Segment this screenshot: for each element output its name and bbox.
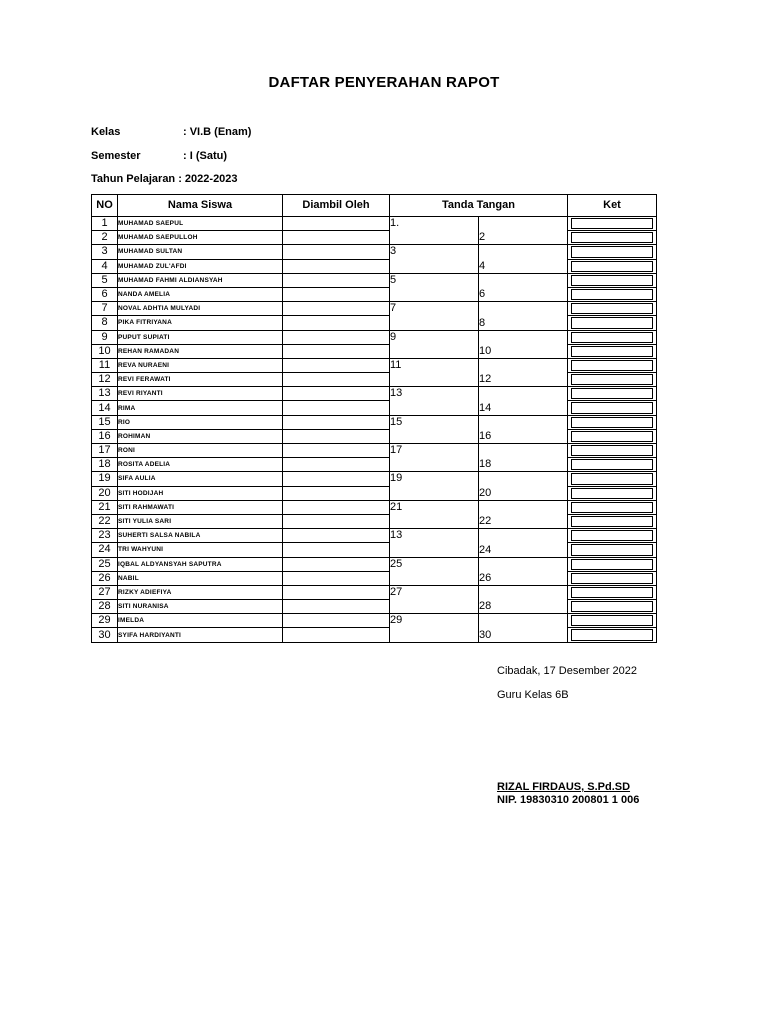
teacher-name: RIZAL FIRDAUS, S.Pd.SD [497,781,631,793]
row-number: 26 [92,571,118,585]
row-number: 23 [92,529,118,543]
header-no: NO [92,195,118,217]
table-row [92,245,657,259]
ket-box [571,573,653,584]
signature-cell-left: 3 [390,245,479,273]
ket-box [571,530,653,541]
student-name: IQBAL ALDYANSYAH SAPUTRA [118,557,283,571]
student-name: RIZKY ADIEFIYA [118,585,283,599]
row-number: 12 [92,373,118,387]
ket-box [571,232,653,243]
ket-cell [568,458,657,472]
diambil-oleh-cell [283,373,390,387]
diambil-oleh-cell [283,628,390,642]
ket-box [571,473,653,484]
diambil-oleh-cell [283,458,390,472]
student-name: MUHAMAD FAHMI ALDIANSYAH [118,273,283,287]
ket-box [571,332,653,343]
tahun-pelajaran: Tahun Pelajaran : 2022-2023 [91,173,238,185]
signature-cell-left: 19 [390,472,479,500]
ket-box [571,431,653,442]
teacher-nip: NIP. 19830310 200801 1 006 [497,794,640,806]
table-row [92,358,657,372]
ket-cell [568,373,657,387]
ket-box [571,374,653,385]
diambil-oleh-cell [283,472,390,486]
ket-box [571,346,653,357]
ket-cell [568,259,657,273]
student-name: REVA NURAENI [118,358,283,372]
row-number: 8 [92,316,118,330]
ket-cell [568,287,657,301]
row-number: 5 [92,273,118,287]
ket-box [571,289,653,300]
student-name: PUPUT SUPIATI [118,330,283,344]
student-name: MUHAMAD SAEPULLOH [118,231,283,245]
ket-cell [568,585,657,599]
student-name: RIO [118,415,283,429]
diambil-oleh-cell [283,387,390,401]
ket-box [571,587,653,598]
ket-cell [568,217,657,231]
header-ket: Ket [568,195,657,217]
table-row [92,287,657,301]
diambil-oleh-cell [283,529,390,543]
ket-cell [568,486,657,500]
table-row [92,529,657,543]
ket-cell [568,543,657,557]
row-number: 29 [92,614,118,628]
table-row [92,373,657,387]
signature-cell-right: 10 [479,330,568,358]
ket-cell [568,245,657,259]
signature-cell-left: 15 [390,415,479,443]
student-name: PIKA FITRIYANA [118,316,283,330]
row-number: 28 [92,600,118,614]
table-row [92,458,657,472]
ket-cell [568,557,657,571]
table-row [92,585,657,599]
ket-cell [568,444,657,458]
ket-box [571,516,653,527]
ket-cell [568,316,657,330]
signature-cell-left: 13 [390,529,479,557]
signature-cell-left: 27 [390,585,479,613]
ket-box [571,559,653,570]
ket-cell [568,358,657,372]
ket-box [571,218,653,229]
table-row [92,514,657,528]
student-name: ROHIMAN [118,429,283,443]
row-number: 27 [92,585,118,599]
student-name: REVI RIYANTI [118,387,283,401]
row-number: 11 [92,358,118,372]
diambil-oleh-cell [283,444,390,458]
table-row [92,401,657,415]
student-name: SUHERTI SALSA NABILA [118,529,283,543]
student-name: TRI WAHYUNI [118,543,283,557]
diambil-oleh-cell [283,330,390,344]
signature-cell-right: 28 [479,585,568,613]
signature-cell-left: 29 [390,614,479,642]
row-number: 13 [92,387,118,401]
row-number: 2 [92,231,118,245]
table-row [92,614,657,628]
diambil-oleh-cell [283,500,390,514]
row-number: 20 [92,486,118,500]
diambil-oleh-cell [283,302,390,316]
signature-cell-left: 25 [390,557,479,585]
signature-cell-right: 16 [479,415,568,443]
table-row [92,628,657,642]
signature-cell-left: 5 [390,273,479,301]
diambil-oleh-cell [283,571,390,585]
diambil-oleh-cell [283,401,390,415]
signature-cell-right: 30 [479,614,568,642]
ket-box [571,388,653,399]
ket-box [571,544,653,555]
table-header-row [92,195,657,217]
signature-cell-left: 17 [390,444,479,472]
table-row [92,571,657,585]
signature-cell-right: 18 [479,444,568,472]
signature-cell-right: 26 [479,557,568,585]
signature-cell-left: 7 [390,302,479,330]
student-name: RONI [118,444,283,458]
kelas-line [91,126,251,138]
row-number: 19 [92,472,118,486]
signature-cell-right: 8 [479,302,568,330]
row-number: 3 [92,245,118,259]
diambil-oleh-cell [283,543,390,557]
ket-box [571,615,653,626]
ket-cell [568,614,657,628]
table-row [92,217,657,231]
student-name: SITI NURANISA [118,600,283,614]
row-number: 9 [92,330,118,344]
place-date: Cibadak, 17 Desember 2022 [497,665,638,677]
student-name: SIFA AULIA [118,472,283,486]
page-title: DAFTAR PENYERAHAN RAPOT [268,74,500,91]
ket-cell [568,571,657,585]
student-name: REHAN RAMADAN [118,344,283,358]
diambil-oleh-cell [283,429,390,443]
ket-box [571,261,653,272]
ket-box [571,246,653,257]
row-number: 16 [92,429,118,443]
row-number: 6 [92,287,118,301]
diambil-oleh-cell [283,231,390,245]
kelas-value: : VI.B (Enam) [183,126,252,138]
signature-cell-left: 9 [390,330,479,358]
row-number: 14 [92,401,118,415]
table-row [92,259,657,273]
ket-cell [568,472,657,486]
ket-cell [568,628,657,642]
row-number: 17 [92,444,118,458]
student-name: SITI RAHMAWATI [118,500,283,514]
student-name: REVI FERAWATI [118,373,283,387]
diambil-oleh-cell [283,557,390,571]
roster-table [91,194,657,643]
diambil-oleh-cell [283,514,390,528]
table-row [92,600,657,614]
ket-box [571,445,653,456]
ket-cell [568,514,657,528]
ket-box [571,629,653,640]
semester-value: : I (Satu) [183,150,227,162]
student-name: IMELDA [118,614,283,628]
signature-cell-right: 2 [479,217,568,245]
diambil-oleh-cell [283,600,390,614]
row-number: 24 [92,543,118,557]
table-row [92,344,657,358]
signature-cell-left: 13 [390,387,479,415]
student-name: RIMA [118,401,283,415]
row-number: 15 [92,415,118,429]
table-row [92,500,657,514]
row-number: 4 [92,259,118,273]
signature-cell-left: 1. [390,217,479,245]
ket-cell [568,415,657,429]
row-number: 1 [92,217,118,231]
ket-cell [568,273,657,287]
ket-cell [568,429,657,443]
signature-cell-right: 14 [479,387,568,415]
kelas-label: Kelas [91,126,121,138]
student-name: MUHAMAD ZUL'AFDI [118,259,283,273]
table-row [92,557,657,571]
diambil-oleh-cell [283,259,390,273]
signature-cell-right: 22 [479,500,568,528]
diambil-oleh-cell [283,585,390,599]
student-name: NANDA AMELIA [118,287,283,301]
ket-cell [568,600,657,614]
teacher-role: Guru Kelas 6B [497,689,569,701]
ket-cell [568,387,657,401]
diambil-oleh-cell [283,344,390,358]
student-name: NABIL [118,571,283,585]
ket-box [571,303,653,314]
student-name: SITI HODIJAH [118,486,283,500]
ket-box [571,502,653,513]
table-row [92,330,657,344]
ket-box [571,459,653,470]
header-tanda-tangan: Tanda Tangan [390,195,568,217]
table-row [92,302,657,316]
student-name: MUHAMAD SAEPUL [118,217,283,231]
row-number: 21 [92,500,118,514]
row-number: 7 [92,302,118,316]
signature-cell-right: 24 [479,529,568,557]
signature-cell-right: 4 [479,245,568,273]
header-diambil-oleh: Diambil Oleh [283,195,390,217]
diambil-oleh-cell [283,316,390,330]
ket-box [571,275,653,286]
table-row [92,231,657,245]
diambil-oleh-cell [283,358,390,372]
diambil-oleh-cell [283,486,390,500]
row-number: 10 [92,344,118,358]
student-name: NOVAL ADHTIA MULYADI [118,302,283,316]
ket-cell [568,529,657,543]
diambil-oleh-cell [283,287,390,301]
ket-cell [568,231,657,245]
ket-box [571,360,653,371]
table-row [92,486,657,500]
ket-box [571,317,653,328]
ket-box [571,402,653,413]
ket-cell [568,344,657,358]
ket-cell [568,500,657,514]
row-number: 30 [92,628,118,642]
student-name: SYIFA HARDIYANTI [118,628,283,642]
signature-cell-right: 20 [479,472,568,500]
ket-cell [568,330,657,344]
table-row [92,316,657,330]
semester-line [91,150,227,162]
ket-cell [568,401,657,415]
table-row [92,273,657,287]
diambil-oleh-cell [283,415,390,429]
student-name: ROSITA ADELIA [118,458,283,472]
table-row [92,387,657,401]
diambil-oleh-cell [283,273,390,287]
diambil-oleh-cell [283,245,390,259]
semester-label: Semester [91,150,141,162]
row-number: 22 [92,514,118,528]
row-number: 25 [92,557,118,571]
signature-cell-right: 6 [479,273,568,301]
table-row [92,444,657,458]
row-number: 18 [92,458,118,472]
ket-box [571,417,653,428]
signature-cell-right: 12 [479,358,568,386]
signature-cell-left: 11 [390,358,479,386]
ket-box [571,488,653,499]
diambil-oleh-cell [283,217,390,231]
table-row [92,472,657,486]
student-name: MUHAMAD SULTAN [118,245,283,259]
table-row [92,543,657,557]
ket-box [571,601,653,612]
table-row [92,415,657,429]
table-row [92,429,657,443]
student-name: SITI YULIA SARI [118,514,283,528]
signature-cell-left: 21 [390,500,479,528]
diambil-oleh-cell [283,614,390,628]
ket-cell [568,302,657,316]
header-nama-siswa: Nama Siswa [118,195,283,217]
